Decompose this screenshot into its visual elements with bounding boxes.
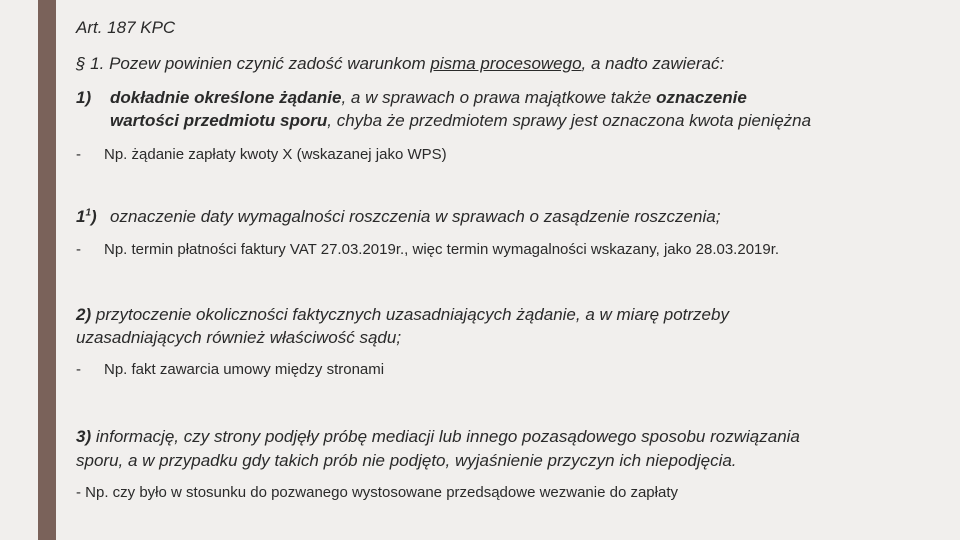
item-3-text-1: informację, czy strony podjęły próbę mediacji lub innego pozasądowego sposobu rozwiązania xyxy=(95,427,800,446)
item-1-1-number xyxy=(76,207,97,227)
item-2-line-2: uzasadniających również właściwość sądu; xyxy=(76,328,402,347)
item-1-bold-wartosc: wartości przedmiotu sporu xyxy=(110,111,328,130)
intro-suffix: , a nadto zawierać: xyxy=(581,54,725,73)
item-1-line-2 xyxy=(110,111,811,131)
item-2-example: Np. fakt zawarcia umowy między stronami xyxy=(104,361,385,378)
intro-prefix: § 1. Pozew powinien czynić zadość warunkom xyxy=(76,54,431,73)
item-1-1-example-dash: - xyxy=(76,241,81,258)
decorative-sidebar-bar xyxy=(38,0,56,540)
item-1-bold-zadanie: dokładnie określone żądanie xyxy=(110,88,342,107)
item-3-line-2: sporu, a w przypadku gdy takich prób nie podjęto, wyjaśnienie przyczyn ich niepodjęcia. xyxy=(76,451,737,470)
item-2-example-dash: - xyxy=(76,361,81,378)
item-2-text-1: przytoczenie okoliczności faktycznych uzasadniających żądanie, a w miarę potrzeby xyxy=(95,305,729,324)
item-3-example: - Np. czy było w stosunku do pozwanego wystosowane przedsądowe wezwanie do zapłaty xyxy=(76,484,678,501)
item-1-1-num: 1 xyxy=(76,207,86,226)
intro-paragraph xyxy=(76,54,724,74)
item-3-line-1 xyxy=(76,427,800,447)
item-1-text-2: , chyba że przedmiotem sprawy jest oznaczona kwota pieniężna xyxy=(327,111,812,130)
item-1-text-1: , a w sprawach o prawa majątkowe także xyxy=(341,88,657,107)
item-1-example: Np. żądanie zapłaty kwoty X (wskazanej jako WPS) xyxy=(104,146,447,163)
item-1-example-dash: - xyxy=(76,146,81,163)
item-2-line-1 xyxy=(76,305,729,325)
item-1-1-paren: ) xyxy=(91,207,97,226)
item-1-1-sup: 1 xyxy=(85,207,92,219)
item-1-1-example: Np. termin płatności faktury VAT 27.03.2019r., więc termin wymagalności wskazany, jako 28.03.2019r. xyxy=(104,241,780,258)
slide-title: Art. 187 KPC xyxy=(76,18,176,37)
intro-link-pisma-procesowego: pisma procesowego xyxy=(430,54,582,73)
item-1-line-1 xyxy=(110,88,747,108)
item-1-bold-oznaczenie: oznaczenie xyxy=(656,88,747,107)
item-1-number: 1) xyxy=(76,88,92,107)
item-3-number: 3) xyxy=(76,427,92,446)
item-1-1-text: oznaczenie daty wymagalności roszczenia w sprawach o zasądzenie roszczenia; xyxy=(110,207,721,226)
item-2-number: 2) xyxy=(76,305,92,324)
